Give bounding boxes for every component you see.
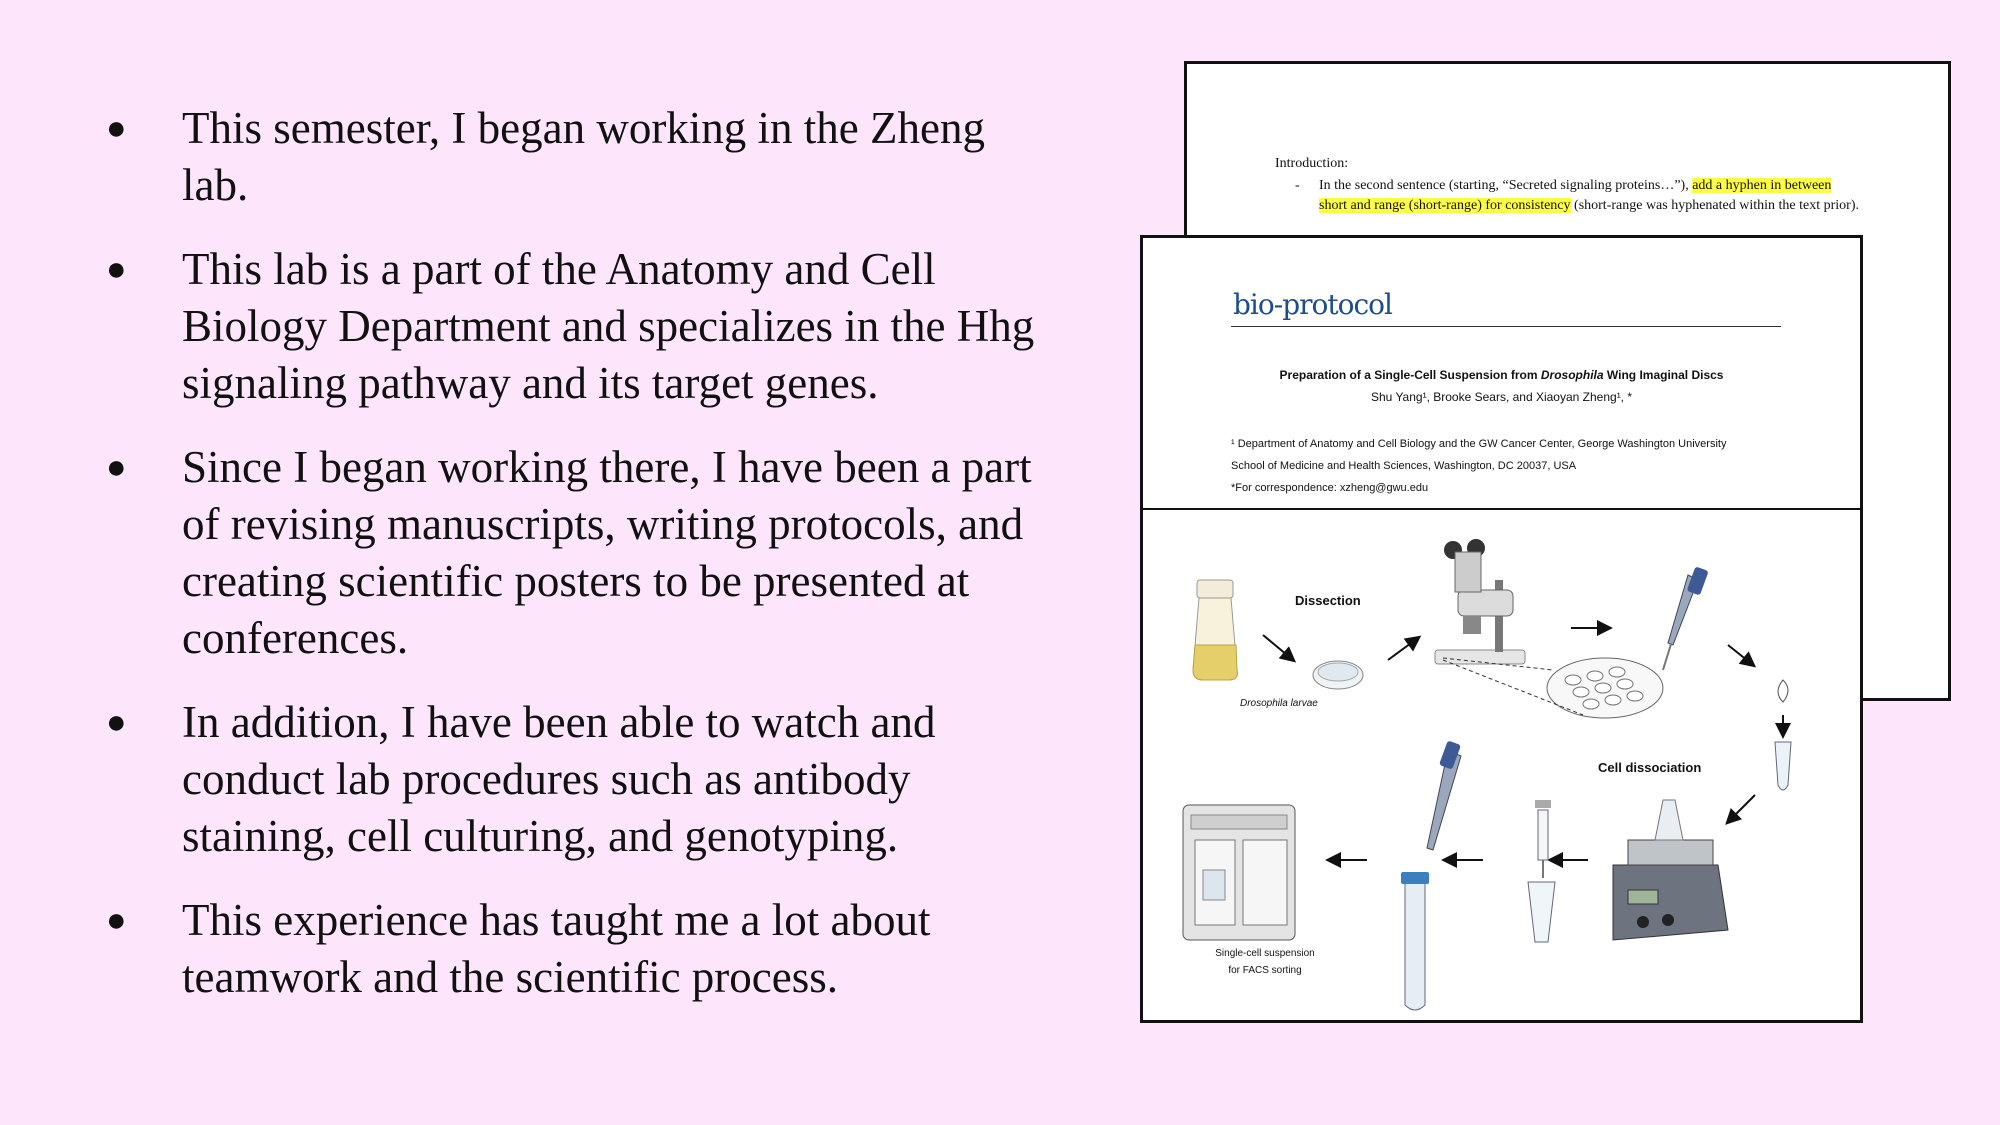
review-highlighted-text: add a hyphen in between short and range (short-range) for consistency: [1319, 178, 1832, 213]
microscope-icon: [1435, 539, 1525, 664]
bullet-dot-icon: ●: [106, 251, 127, 288]
bullet-text: This experience has taught me a lot about teamwork and the scientific process.: [182, 895, 931, 1002]
review-comment-text: [1319, 176, 1859, 216]
review-heading: Introduction:: [1275, 156, 1349, 171]
bullet-text: In addition, I have been able to watch and conduct lab procedures such as antibody staining, cell culturing, and genotyping.: [182, 697, 936, 861]
paper-title: [1143, 368, 1860, 382]
bullet-list: [100, 100, 1060, 1033]
suspension-label-line2: for FACS sorting: [1228, 965, 1302, 976]
arrow-icon: [1728, 645, 1753, 665]
culture-bottle-icon: [1193, 580, 1237, 680]
bullet-text: This semester, I began working in the Zheng lab.: [182, 103, 985, 210]
paper-title-part: Wing Imaginal Discs: [1603, 368, 1724, 382]
hot-plate-stirrer-icon: [1613, 800, 1728, 940]
protocol-workflow-figure: [1143, 510, 1860, 1020]
review-dash: -: [1295, 178, 1300, 193]
suspension-label-line1: Single-cell suspension: [1215, 948, 1315, 959]
review-text-before: In the second sentence (starting, “Secreted signaling proteins…”),: [1319, 178, 1693, 193]
bullet-item: [100, 241, 1060, 412]
bullet-item: [100, 100, 1060, 214]
correspondence-line: *For correspondence: xzheng@gwu.edu: [1231, 482, 1429, 494]
microtube-icon: [1775, 742, 1791, 790]
bullet-dot-icon: ●: [106, 704, 127, 741]
review-text-after: (short-range was hyphenated within the text prior).: [1570, 198, 1860, 213]
dissection-label: Dissection: [1295, 593, 1361, 608]
pipette-icon: [1663, 566, 1709, 670]
bullet-item: [100, 439, 1060, 667]
paper-title-italic: Drosophila: [1540, 368, 1604, 382]
larvae-label: Drosophila larvae: [1240, 698, 1318, 709]
bullet-text: Since I began working there, I have been a part of revising manuscripts, writing protocols, and creating scientific posters to be presented at conferences.: [182, 442, 1032, 663]
cell-dissociation-label: Cell dissociation: [1598, 760, 1702, 775]
arrow-icon: [1263, 635, 1293, 660]
bullet-text: This lab is a part of the Anatomy and Cell Biology Department and specializes in the Hhg signaling pathway and its target genes.: [182, 244, 1035, 408]
well-plate-icon: [1443, 658, 1663, 718]
bullet-dot-icon: ●: [106, 110, 127, 147]
affiliation-line: ¹ Department of Anatomy and Cell Biology and the GW Cancer Center, George Washington University: [1231, 438, 1727, 450]
paper-authors: Shu Yang¹, Brooke Sears, and Xiaoyan Zheng¹, *: [1370, 390, 1633, 404]
wing-disc-icon: [1778, 680, 1788, 702]
petri-dish-icon: [1313, 661, 1363, 689]
syringe-icon: [1528, 800, 1555, 942]
bio-protocol-logo: bio-protocol: [1233, 288, 1392, 321]
facs-machine-icon: [1183, 805, 1295, 940]
pipette-tube-icon: [1401, 740, 1461, 1010]
bullet-dot-icon: ●: [106, 902, 127, 939]
bullet-dot-icon: ●: [106, 449, 127, 486]
header-rule: [1231, 326, 1781, 327]
arrow-icon: [1388, 638, 1418, 660]
bullet-item: [100, 694, 1060, 865]
protocol-paper-image: [1140, 235, 1863, 1023]
affiliation-line: School of Medicine and Health Sciences, Washington, DC 20037, USA: [1231, 460, 1577, 472]
paper-affiliation: [1231, 433, 1791, 499]
paper-title-part: Preparation of a Single-Cell Suspension from: [1279, 368, 1541, 382]
bullet-item: [100, 892, 1060, 1006]
arrow-icon: [1728, 795, 1755, 822]
